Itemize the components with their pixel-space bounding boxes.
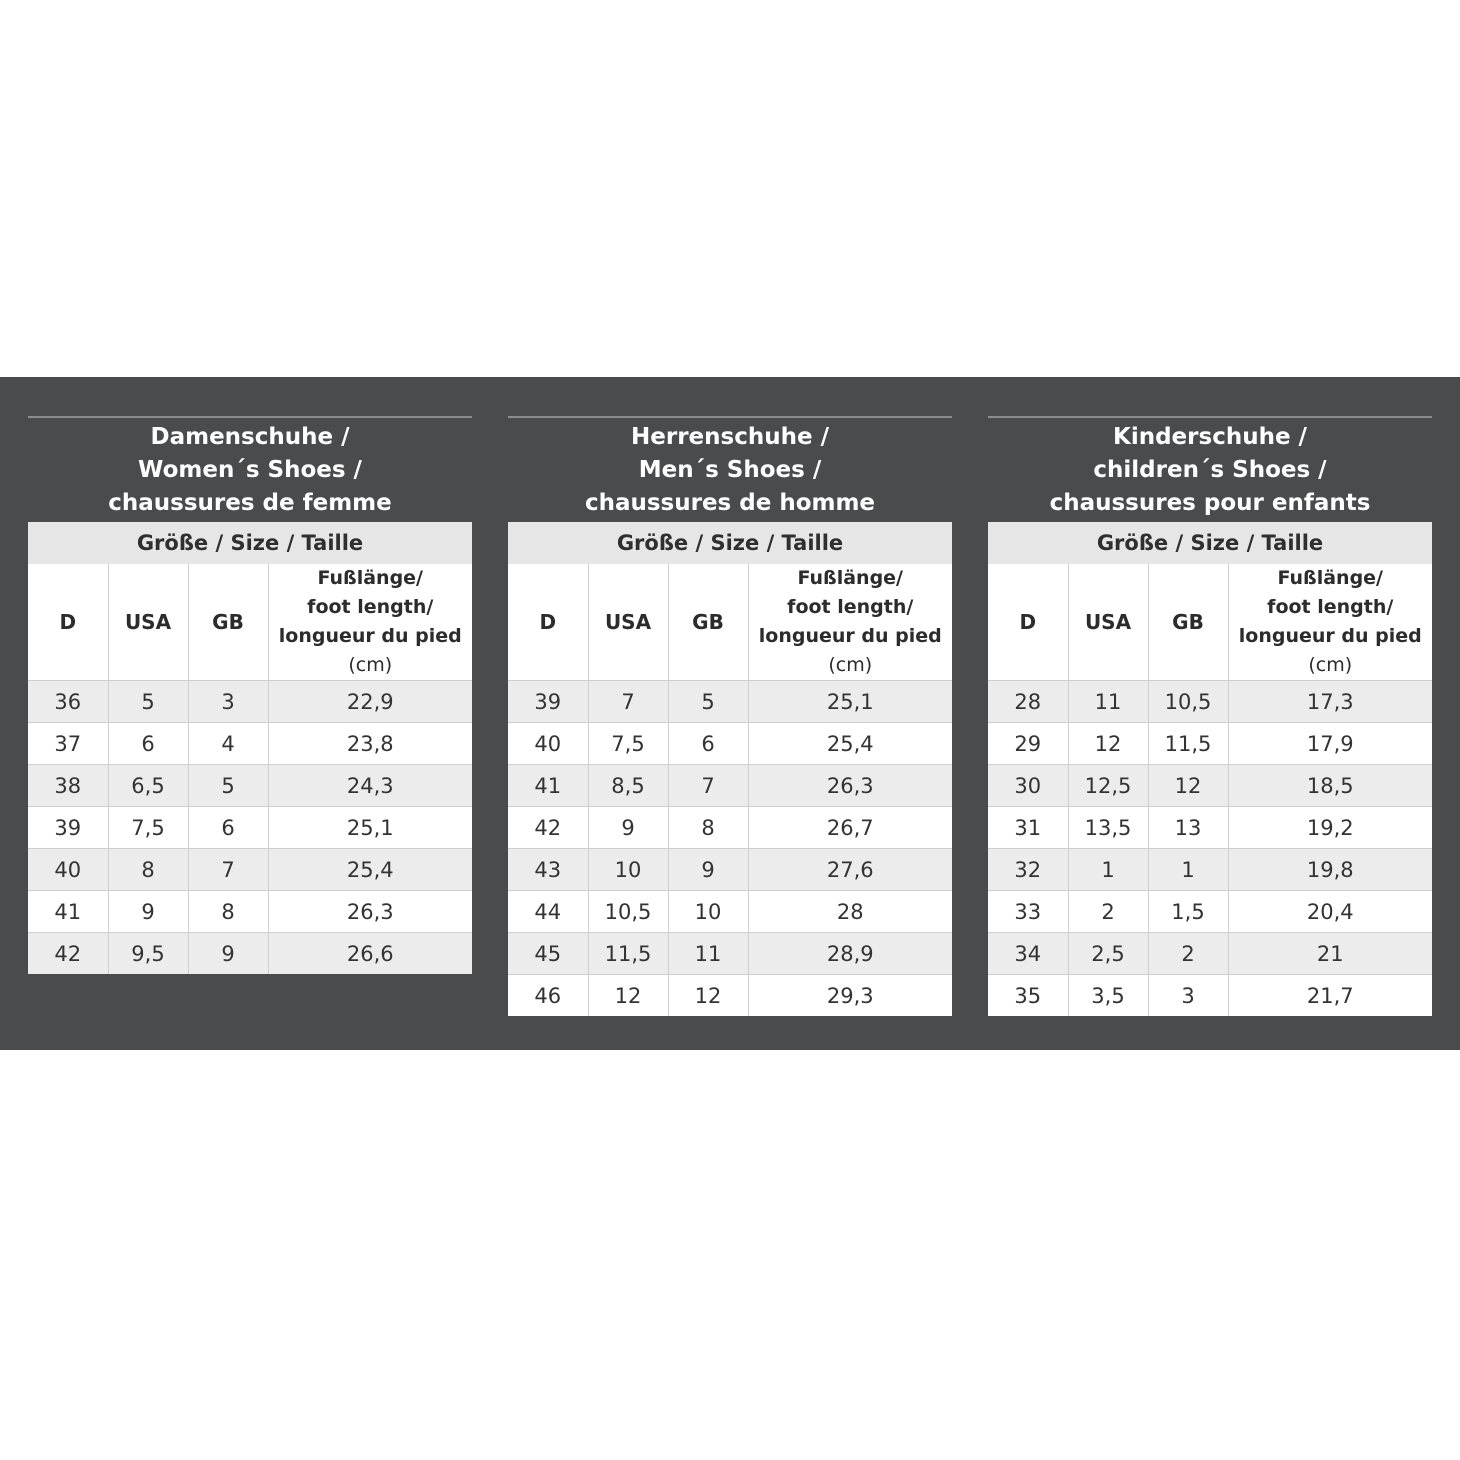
title-line: chaussures de femme bbox=[108, 489, 392, 516]
cell-foot-length: 19,2 bbox=[1228, 807, 1432, 849]
header-unit: (cm) bbox=[828, 654, 873, 676]
size-table bbox=[28, 564, 472, 974]
cell-d: 41 bbox=[28, 891, 108, 933]
column-header-foot-length bbox=[1228, 564, 1432, 681]
cell-gb: 1 bbox=[1148, 849, 1228, 891]
cell-d: 40 bbox=[28, 849, 108, 891]
cell-usa: 6,5 bbox=[108, 765, 188, 807]
column-header-row bbox=[28, 564, 472, 681]
cell-usa: 1 bbox=[1068, 849, 1148, 891]
size-subheader: Größe / Size / Taille bbox=[988, 522, 1432, 564]
cell-d: 41 bbox=[508, 765, 588, 807]
cell-usa: 13,5 bbox=[1068, 807, 1148, 849]
cell-foot-length: 21,7 bbox=[1306, 983, 1354, 1008]
cell-foot-length: 17,3 bbox=[1228, 681, 1432, 723]
cell-d: 43 bbox=[508, 849, 588, 891]
header-line: longueur du pied bbox=[278, 625, 462, 647]
cell-gb: 7 bbox=[668, 765, 748, 807]
chart-title bbox=[28, 416, 472, 522]
cell-usa: 10,5 bbox=[588, 891, 668, 933]
cell-usa: 8 bbox=[108, 849, 188, 891]
header-line: foot length/ bbox=[787, 596, 914, 618]
title-line: Damenschuhe / bbox=[150, 423, 350, 450]
cell-usa: 7 bbox=[588, 681, 668, 723]
cell-gb: 6 bbox=[668, 723, 748, 765]
cell-foot-length: 22,9 bbox=[268, 681, 472, 723]
size-subheader: Größe / Size / Taille bbox=[28, 522, 472, 564]
cell-foot-length: 21 bbox=[1228, 933, 1432, 975]
cell-usa: 9 bbox=[108, 891, 188, 933]
cell-d: 29 bbox=[988, 723, 1068, 765]
header-line: Fußlänge/ bbox=[1277, 567, 1383, 589]
cell-d: 39 bbox=[28, 807, 108, 849]
cell-usa: 3,5 bbox=[1068, 975, 1148, 1017]
table-row bbox=[508, 807, 952, 849]
cell-usa: 7,5 bbox=[108, 807, 188, 849]
cell-foot-length: 20,4 bbox=[1228, 891, 1432, 933]
cell-foot-length: 17,9 bbox=[1228, 723, 1432, 765]
cell-d: 42 bbox=[508, 807, 588, 849]
table-row bbox=[508, 849, 952, 891]
table-row bbox=[28, 849, 472, 891]
cell-d: 36 bbox=[28, 681, 108, 723]
header-unit: (cm) bbox=[348, 654, 393, 676]
cell-d: 30 bbox=[988, 765, 1068, 807]
size-subheader: Größe / Size / Taille bbox=[508, 522, 952, 564]
table-row bbox=[28, 807, 472, 849]
column-header-gb: GB bbox=[188, 564, 268, 681]
column-header-usa: USA bbox=[1068, 564, 1148, 681]
cell-gb: 5 bbox=[668, 681, 748, 723]
title-line: Herrenschuhe / bbox=[631, 423, 829, 450]
table-row bbox=[28, 681, 472, 723]
cell-foot-length: 25,1 bbox=[268, 807, 472, 849]
table-row bbox=[988, 975, 1432, 1017]
column-header-d: D bbox=[988, 564, 1068, 681]
cell-gb: 7 bbox=[188, 849, 268, 891]
cell-usa: 11 bbox=[1068, 681, 1148, 723]
cell-foot-length: 26,7 bbox=[748, 807, 952, 849]
header-line: foot length/ bbox=[1267, 596, 1394, 618]
table-row bbox=[988, 891, 1432, 933]
cell-d: 44 bbox=[508, 891, 588, 933]
table-row bbox=[988, 765, 1432, 807]
table-row bbox=[508, 975, 952, 1017]
cell-foot-length: 25,4 bbox=[268, 849, 472, 891]
column-header-gb: GB bbox=[668, 564, 748, 681]
title-line: Kinderschuhe / bbox=[1113, 423, 1307, 450]
cell-gb: 2 bbox=[1148, 933, 1228, 975]
table-row bbox=[28, 723, 472, 765]
size-table bbox=[508, 564, 952, 1016]
header-line: Fußlänge/ bbox=[317, 567, 423, 589]
table-row bbox=[508, 723, 952, 765]
cell-usa: 12 bbox=[588, 975, 668, 1017]
cell-usa: 11,5 bbox=[588, 933, 668, 975]
table-row bbox=[508, 891, 952, 933]
cell-gb: 5 bbox=[188, 765, 268, 807]
cell-d: 45 bbox=[508, 933, 588, 975]
table-row bbox=[988, 933, 1432, 975]
cell-gb: 3 bbox=[188, 681, 268, 723]
cell-gb: 10,5 bbox=[1148, 681, 1228, 723]
column-header-foot-length bbox=[268, 564, 472, 681]
cell-d: 28 bbox=[988, 681, 1068, 723]
cell-d: 31 bbox=[988, 807, 1068, 849]
column-header-usa: USA bbox=[588, 564, 668, 681]
cell-foot-length: 25,4 bbox=[748, 723, 952, 765]
cell-usa: 12,5 bbox=[1068, 765, 1148, 807]
header-line: Fußlänge/ bbox=[797, 567, 903, 589]
cell-usa: 9 bbox=[588, 807, 668, 849]
table-row bbox=[508, 933, 952, 975]
cell-foot-length: 26,6 bbox=[268, 933, 472, 975]
column-header-row bbox=[508, 564, 952, 681]
size-chart-children bbox=[988, 416, 1432, 1016]
cell-foot-length: 28 bbox=[748, 891, 952, 933]
size-chart-women bbox=[28, 416, 472, 974]
cell-gb: 1,5 bbox=[1148, 891, 1228, 933]
table-row bbox=[28, 891, 472, 933]
cell-d: 33 bbox=[988, 891, 1068, 933]
cell-usa: 12 bbox=[1068, 723, 1148, 765]
column-header-d: D bbox=[28, 564, 108, 681]
cell-d: 40 bbox=[508, 723, 588, 765]
cell-gb: 13 bbox=[1148, 807, 1228, 849]
cell-usa: 8,5 bbox=[588, 765, 668, 807]
cell-usa: 10 bbox=[588, 849, 668, 891]
column-header-foot-length bbox=[748, 564, 952, 681]
chart-title bbox=[988, 416, 1432, 522]
cell-usa: 2,5 bbox=[1068, 933, 1148, 975]
cell-d: 35 bbox=[988, 975, 1068, 1017]
cell-usa: 6 bbox=[108, 723, 188, 765]
table-row bbox=[988, 681, 1432, 723]
cell-foot-length: 25,1 bbox=[748, 681, 952, 723]
cell-gb: 9 bbox=[668, 849, 748, 891]
title-line: chaussures de homme bbox=[584, 489, 876, 516]
chart-title bbox=[508, 416, 952, 522]
column-header-d: D bbox=[508, 564, 588, 681]
header-unit: (cm) bbox=[1308, 654, 1353, 676]
cell-foot-length: 29,3 bbox=[826, 983, 874, 1008]
cell-usa: 9,5 bbox=[108, 933, 188, 975]
cell-d: 32 bbox=[988, 849, 1068, 891]
cell-gb: 12 bbox=[1148, 765, 1228, 807]
table-row bbox=[988, 723, 1432, 765]
cell-gb: 11 bbox=[668, 933, 748, 975]
cell-usa: 7,5 bbox=[588, 723, 668, 765]
header-line: longueur du pied bbox=[758, 625, 942, 647]
cell-d: 39 bbox=[508, 681, 588, 723]
cell-foot-length: 24,3 bbox=[268, 765, 472, 807]
header-line: longueur du pied bbox=[1238, 625, 1422, 647]
cell-foot-length: 19,8 bbox=[1228, 849, 1432, 891]
title-line: children´s Shoes / bbox=[1093, 456, 1327, 483]
size-table bbox=[988, 564, 1432, 1016]
cell-gb: 9 bbox=[188, 933, 268, 975]
cell-foot-length: 28,9 bbox=[748, 933, 952, 975]
cell-foot-length: 26,3 bbox=[748, 765, 952, 807]
cell-gb: 12 bbox=[668, 975, 748, 1017]
cell-d: 37 bbox=[28, 723, 108, 765]
cell-gb: 8 bbox=[668, 807, 748, 849]
cell-gb: 11,5 bbox=[1148, 723, 1228, 765]
cell-usa: 5 bbox=[108, 681, 188, 723]
cell-d: 38 bbox=[28, 765, 108, 807]
table-row bbox=[988, 849, 1432, 891]
cell-gb: 6 bbox=[188, 807, 268, 849]
cell-foot-length: 18,5 bbox=[1228, 765, 1432, 807]
cell-usa: 2 bbox=[1068, 891, 1148, 933]
table-row bbox=[988, 807, 1432, 849]
cell-d: 46 bbox=[508, 975, 588, 1017]
cell-gb: 4 bbox=[188, 723, 268, 765]
title-line: Women´s Shoes / bbox=[138, 456, 362, 483]
title-line: Men´s Shoes / bbox=[638, 456, 822, 483]
cell-gb: 8 bbox=[188, 891, 268, 933]
title-line: chaussures pour enfants bbox=[1049, 489, 1371, 516]
cell-gb: 3 bbox=[1148, 975, 1228, 1017]
cell-d: 34 bbox=[988, 933, 1068, 975]
table-row bbox=[28, 765, 472, 807]
table-row bbox=[28, 933, 472, 975]
cell-gb: 10 bbox=[668, 891, 748, 933]
size-chart-men bbox=[508, 416, 952, 1016]
cell-foot-length: 23,8 bbox=[268, 723, 472, 765]
cell-foot-length: 26,3 bbox=[268, 891, 472, 933]
column-header-row bbox=[988, 564, 1432, 681]
table-row bbox=[508, 765, 952, 807]
cell-d: 42 bbox=[28, 933, 108, 975]
table-row bbox=[508, 681, 952, 723]
column-header-usa: USA bbox=[108, 564, 188, 681]
cell-foot-length: 27,6 bbox=[748, 849, 952, 891]
column-header-gb: GB bbox=[1148, 564, 1228, 681]
header-line: foot length/ bbox=[307, 596, 434, 618]
